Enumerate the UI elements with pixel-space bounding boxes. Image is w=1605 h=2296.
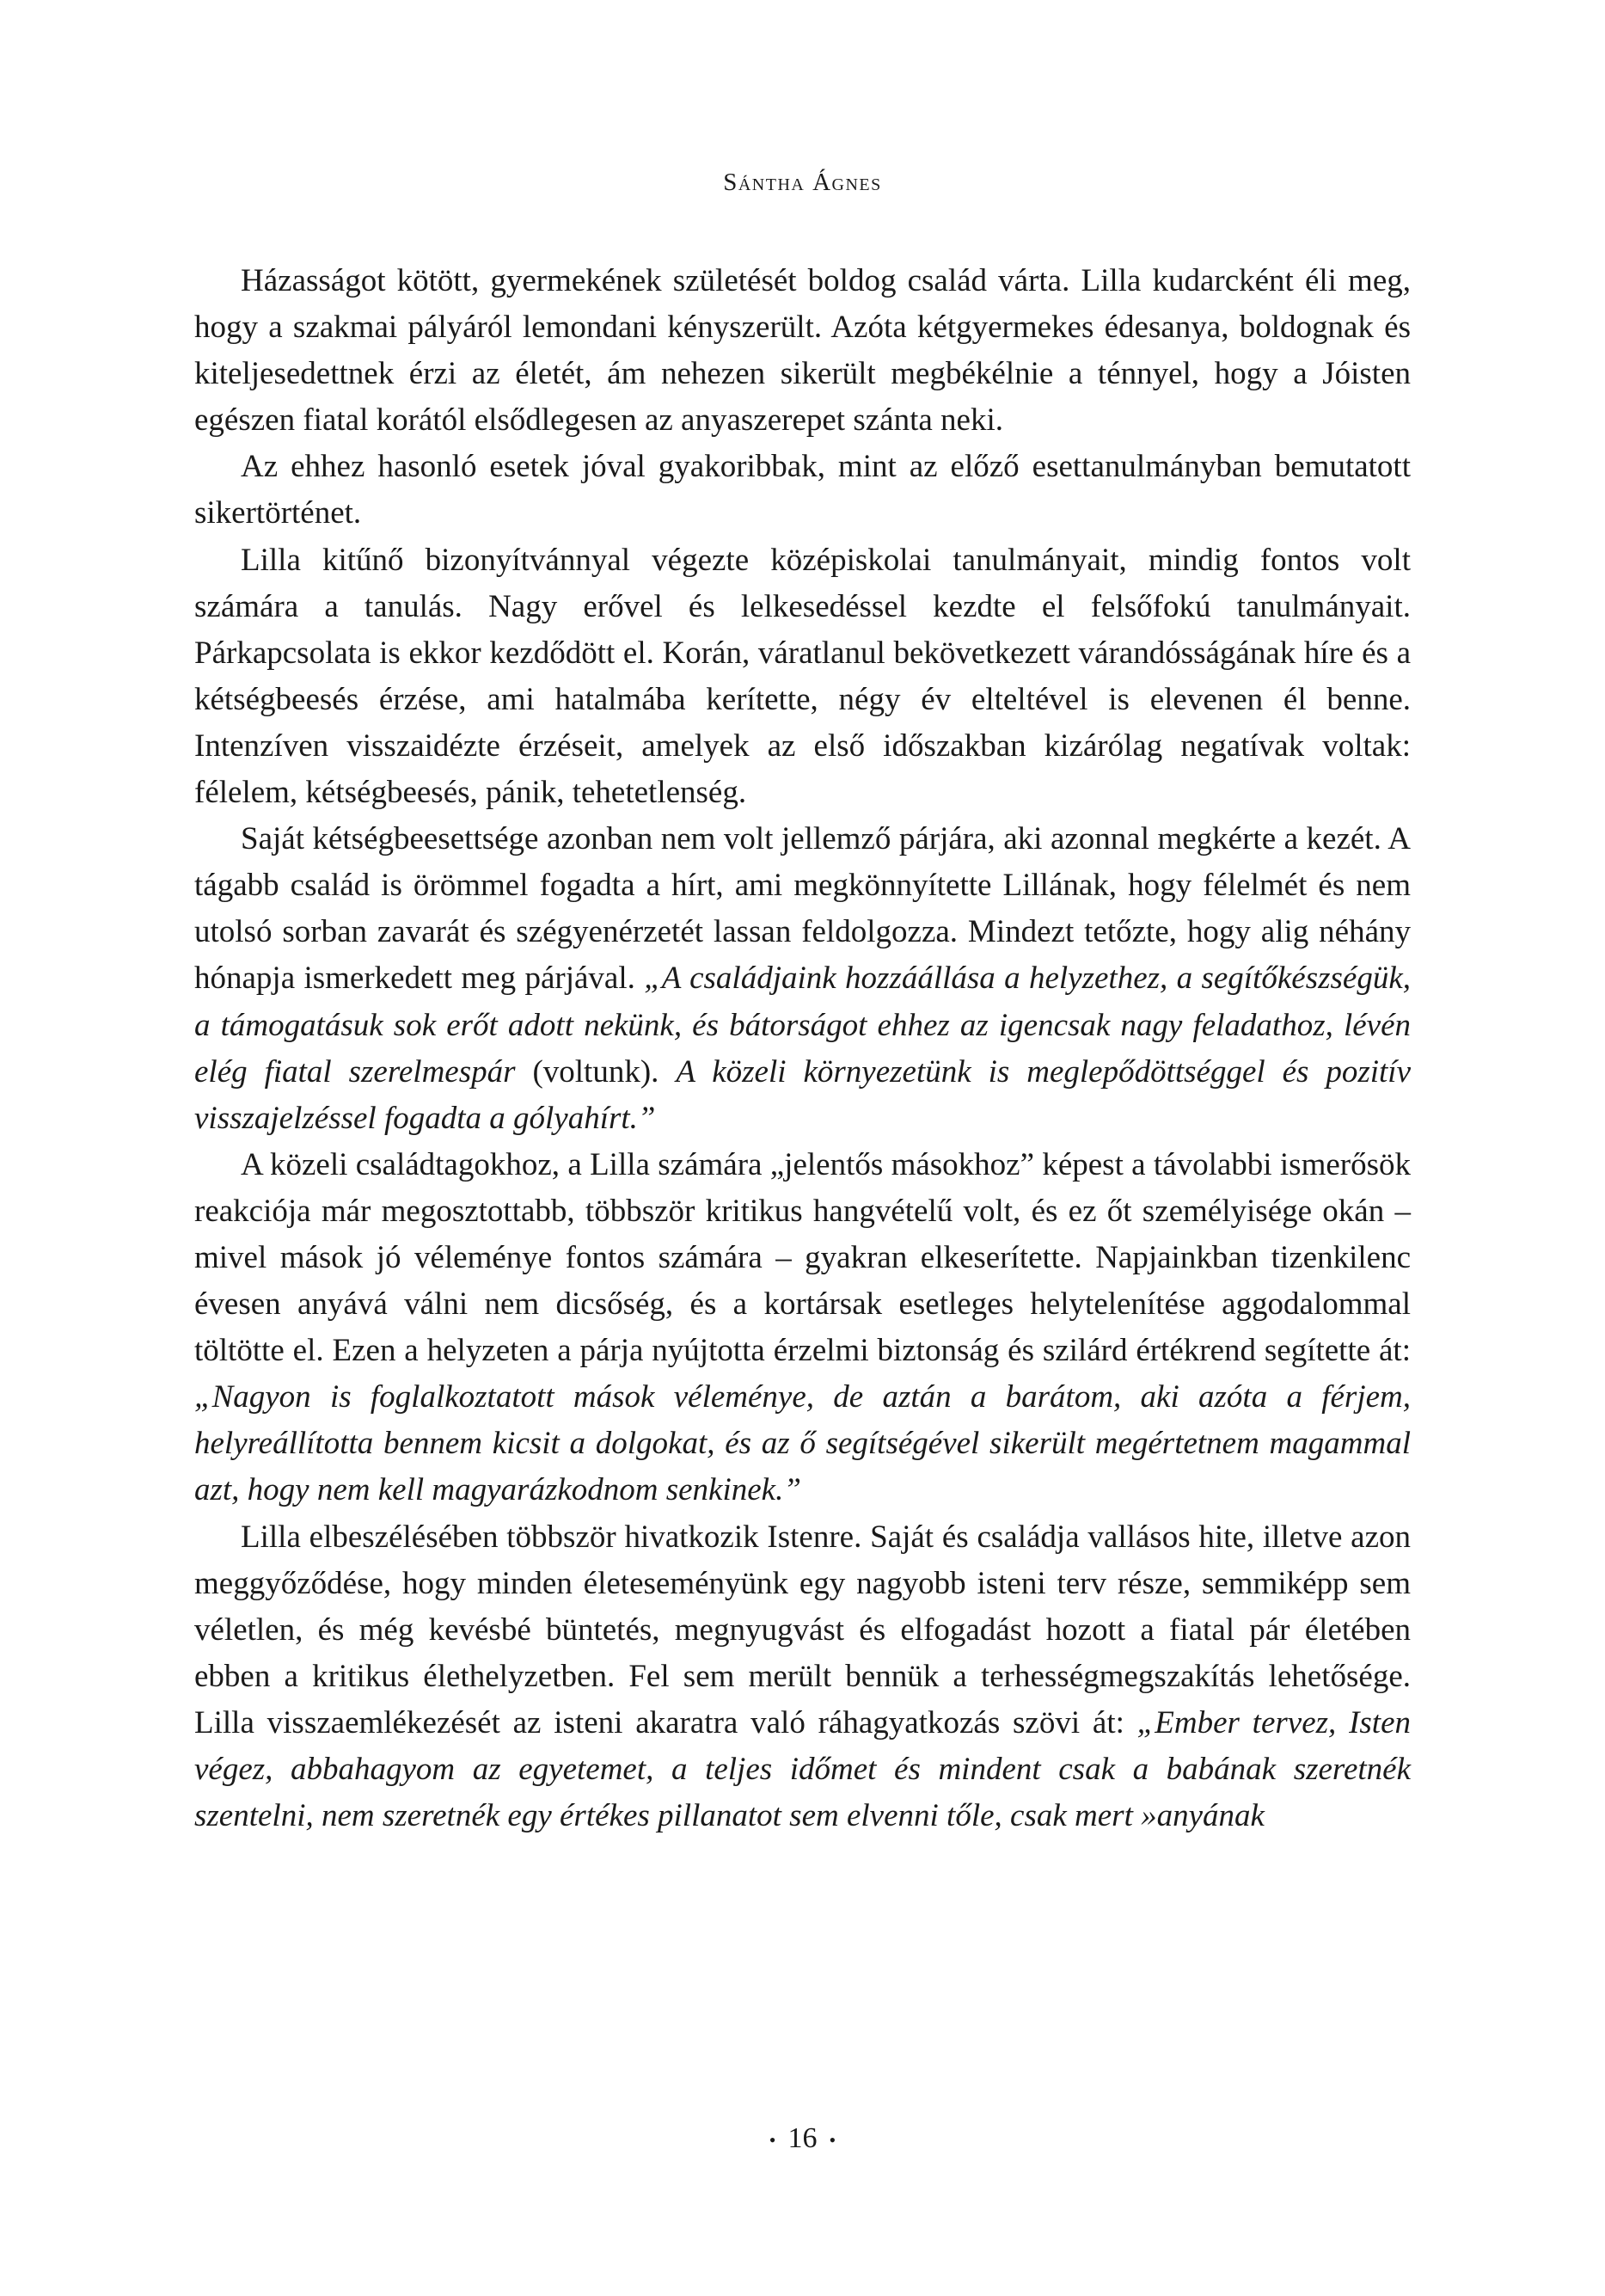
text-run: Lilla elbeszélésében többször hivatkozik Istenre. Saját és családja vallásos hite, illetve azon meggyőződése, hogy minden életeseményünk egy nagyobb isteni terv része, semmiképp sem véletlen, és még kevésbé büntetés, megnyugvást és elfogadást hozott a fiatal pár életében ebben a kritikus élethelyzetben. Fel sem merült bennük a terhességmegszakítás lehetősége. Lilla visszaemlékezését az isteni akaratra való ráhagyatkozás szövi át: [194, 1519, 1411, 1740]
text-run: Az ehhez hasonló esetek jóval gyakoribbak, mint az előző esettanulmányban bemutatott sikertörténet. [194, 449, 1411, 531]
page-number: 16 [787, 2122, 818, 2154]
paragraph-5 [194, 1142, 1411, 1514]
quote-italic-run: „Nagyon is foglalkoztatott mások véleménye, de aztán a barátom, aki azóta a férjem, helyreállította bennem kicsit a dolgokat, és az ő segítségével sikerült megértetnem magammal azt, hogy nem kell magyarázkodnom senkinek.” [194, 1379, 1411, 1508]
quote-italic-run: A közeli környezetünk is meglepődöttséggel és pozitív visszajelzéssel fogadta a gólyahírt.” [194, 1053, 1412, 1136]
text-run: Lilla kitűnő bizonyítvánnyal végezte középiskolai tanulmányait, mindig fontos volt számára a tanulás. Nagy erővel és lelkesedéssel kezdte el felsőfokú tanulmányait. Párkapcsolata is ekkor kezdődött el. Korán, váratlanul bekövetkezett várandósságának híre és a kétségbeesés érzése, ami hatalmába kerítette, négy év elteltével is elevenen él benne. Intenzíven visszaidézte érzéseit, amelyek az első időszakban kizárólag negatívak voltak: félelem, kétségbeesés, pánik, tehetetlenség. [194, 542, 1411, 811]
paragraph-2 [194, 444, 1411, 537]
quote-italic-run: „Ember tervez, Isten végez, abbahagyom az egyetemet, a teljes időmet és mindent csak a babának szeretnék szentelni, nem szeretnék egy értékes pillanatot sem elvenni tőle, csak mert »anyának [194, 1704, 1411, 1834]
running-head-author: Sántha Ágnes [723, 169, 882, 196]
page-number-footer [0, 2117, 1605, 2162]
text-run: Házasságot kötött, gyermekének születését boldog család várta. Lilla kudarcként éli meg, hogy a szakmai pályáról lemondani kényszerült. Azóta kétgyermekes édesanya, boldognak és kiteljesedettnek érzi az életét, ám nehezen sikerült megbékélnie a ténnyel, hogy a Jóisten egészen fiatal korától elsődlegesen az anyaszerepet szánta neki. [194, 263, 1411, 439]
paragraph-6 [194, 1514, 1411, 1840]
text-run: Saját kétségbeesettsége azonban nem volt jellemző párjára, aki azonnal megkérte a kezét. A tágabb család is örömmel fogadta a hírt, ami megkönnyítette Lillának, hogy félelmét és nem utolsó sorban zavarát és szégyenérzetét lassan feldolgozza. Mindezt tetőzte, hogy alig néhány hónapja ismerkedett meg párjával. [194, 821, 1411, 997]
paragraph-1 [194, 258, 1411, 444]
paragraph-4 [194, 816, 1411, 1142]
paragraph-3 [194, 537, 1411, 817]
text-run: A közeli családtagokhoz, a Lilla számára „jelentős másokhoz” képest a távolabbi ismerősök reakciója már megosztottabb, többször kritikus hangvételű volt, és ez őt személyisége okán – mivel mások jó véleménye fontos számára – gyakran elkeserítette. Napjainkban tizenkilenc évesen anyává válni nem dicsőség, és a kortársak esetleges helytelenítése aggodalommal töltötte el. Ezen a helyzeten a párja nyújtotta érzelmi biztonság és szilárd értékrend segítette át: [194, 1146, 1411, 1369]
bullet-ornament-left: • [769, 2129, 776, 2152]
bullet-ornament-right: • [829, 2129, 836, 2152]
body-text [194, 258, 1411, 1839]
text-run: (voltunk). [515, 1053, 677, 1090]
quote-italic-run: „A családjaink hozzáállása a helyzethez, a segítőkészségük, a támogatásuk sok erőt adott nekünk, és bátorságot ehhez az igencsak nagy feladathoz, lévén elég fiatal szerelmespár [194, 961, 1411, 1090]
